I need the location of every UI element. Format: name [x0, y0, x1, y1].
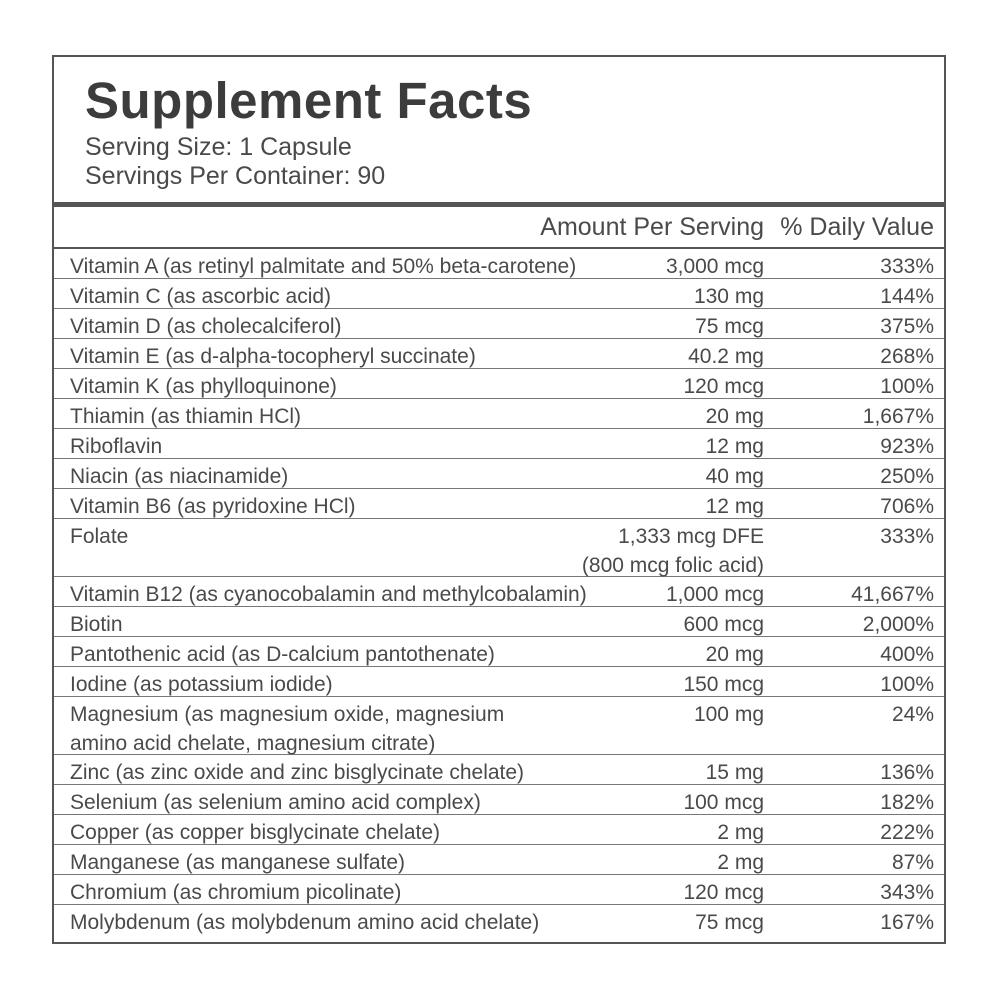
nutrient-name: [70, 522, 128, 551]
nutrient-name: [70, 342, 476, 371]
daily-value: 136%: [880, 761, 934, 784]
daily-value-header: % Daily Value: [780, 213, 934, 241]
amount-per-serving: [706, 640, 764, 669]
table-row: [54, 667, 944, 697]
amount-line: 20 mg: [705, 643, 764, 666]
nutrient-name-line: amino acid chelate, magnesium citrate): [70, 732, 436, 755]
amount-line: (800 mcg folic acid): [581, 554, 764, 577]
nutrient-name: [70, 402, 301, 431]
daily-value: 41,667%: [851, 583, 934, 606]
nutrient-name-line: Thiamin (as thiamin HCl): [70, 405, 302, 428]
amount-per-serving: [717, 818, 764, 847]
amount-per-serving: [666, 252, 764, 281]
daily-value: 100%: [880, 375, 934, 398]
nutrient-name-line: Biotin: [70, 613, 123, 636]
amount-line: 75 mcg: [695, 911, 764, 934]
daily-value: 400%: [880, 643, 934, 666]
daily-value: 250%: [880, 465, 934, 488]
daily-value: 144%: [880, 285, 934, 308]
nutrient-name: [70, 372, 337, 401]
table-row: [54, 905, 944, 935]
amount-line: 1,000 mcg: [665, 583, 764, 606]
amount-per-serving: [706, 462, 764, 491]
table-row: [54, 369, 944, 399]
daily-value: 2,000%: [862, 613, 934, 636]
nutrient-name-line: Magnesium (as magnesium oxide, magnesium: [70, 703, 505, 726]
nutrient-name-line: Vitamin E (as d-alpha-tocopheryl succinate): [70, 345, 476, 368]
table-row: [54, 697, 944, 755]
nutrient-name-line: Zinc (as zinc oxide and zinc bisglycinate chelate): [70, 761, 525, 784]
amount-line: 12 mg: [705, 495, 764, 518]
amount-line: 100 mg: [693, 703, 764, 726]
amount-per-serving: [683, 610, 764, 639]
nutrient-name: [70, 878, 401, 907]
nutrient-name-line: Vitamin C (as ascorbic acid): [70, 285, 332, 308]
nutrient-name: [70, 700, 504, 758]
nutrient-name-line: Vitamin A (as retinyl palmitate and 50% beta-carotene): [70, 255, 577, 278]
daily-value: 268%: [880, 345, 934, 368]
table-row: [54, 755, 944, 785]
amount-line: 15 mg: [705, 761, 764, 784]
amount-per-serving: [694, 700, 764, 729]
daily-value: 706%: [880, 495, 934, 518]
amount-per-serving: [683, 372, 764, 401]
nutrient-name: [70, 492, 356, 521]
amount-per-serving: [582, 522, 764, 580]
nutrient-name: [70, 462, 288, 491]
nutrient-table: [54, 249, 944, 935]
table-row: [54, 607, 944, 637]
amount-per-serving: [706, 432, 764, 461]
daily-value: 222%: [880, 821, 934, 844]
nutrient-name-line: Vitamin B12 (as cyanocobalamin and methylcobalamin): [70, 583, 587, 606]
nutrient-name: [70, 312, 342, 341]
nutrient-name-line: Vitamin K (as phylloquinone): [70, 375, 337, 398]
nutrient-name: [70, 580, 587, 609]
daily-value: 333%: [880, 525, 934, 548]
table-row: [54, 429, 944, 459]
nutrient-name-line: Pantothenic acid (as D-calcium pantothenate): [70, 643, 495, 666]
table-row: [54, 875, 944, 905]
table-row: [54, 815, 944, 845]
amount-per-serving: [717, 848, 764, 877]
table-row: [54, 845, 944, 875]
amount-line: 130 mg: [693, 285, 764, 308]
table-row: [54, 489, 944, 519]
amount-per-serving: [683, 788, 764, 817]
nutrient-name: [70, 252, 576, 281]
table-row: [54, 785, 944, 815]
amount-per-serving: [683, 670, 764, 699]
table-row: [54, 339, 944, 369]
daily-value: 87%: [891, 851, 934, 874]
nutrient-name: [70, 788, 481, 817]
table-row: [54, 279, 944, 309]
nutrient-name-line: Riboflavin: [70, 435, 163, 458]
nutrient-name-line: Vitamin D (as cholecalciferol): [70, 315, 342, 338]
daily-value: 1,667%: [862, 405, 934, 428]
amount-per-serving: [688, 342, 764, 371]
amount-line: 20 mg: [705, 405, 764, 428]
amount-line: 75 mcg: [695, 315, 764, 338]
nutrient-name-line: Manganese (as manganese sulfate): [70, 851, 406, 874]
nutrient-name: [70, 848, 405, 877]
amount-line: 1,333 mcg DFE: [618, 525, 764, 548]
amount-per-serving: [706, 492, 764, 521]
nutrient-name-line: Copper (as copper bisglycinate chelate): [70, 821, 441, 844]
daily-value: 333%: [880, 255, 934, 278]
nutrient-name-line: Folate: [70, 525, 129, 548]
amount-line: 2 mg: [717, 851, 764, 874]
nutrient-name: [70, 282, 331, 311]
nutrient-name-line: Selenium (as selenium amino acid complex): [70, 791, 481, 814]
nutrient-name-line: Niacin (as niacinamide): [70, 465, 289, 488]
daily-value: 167%: [880, 911, 934, 934]
serving-info: [85, 133, 385, 191]
table-row: [54, 309, 944, 339]
nutrient-name: [70, 818, 440, 847]
amount-per-serving: [694, 282, 764, 311]
amount-line: 600 mcg: [683, 613, 764, 636]
serving-size: Serving Size: 1 Capsule: [85, 133, 352, 161]
nutrient-name: [70, 670, 333, 699]
column-header-row: [54, 207, 944, 247]
table-row: [54, 519, 944, 577]
amount-line: 12 mg: [705, 435, 764, 458]
daily-value: 343%: [880, 881, 934, 904]
amount-per-serving: [695, 312, 764, 341]
daily-value: 24%: [891, 703, 934, 726]
amount-line: 120 mcg: [683, 375, 764, 398]
panel-title: Supplement Facts: [85, 72, 533, 129]
table-row: [54, 249, 944, 279]
amount-line: 100 mcg: [683, 791, 764, 814]
servings-per-container: Servings Per Container: 90: [85, 162, 386, 190]
nutrient-name: [70, 908, 539, 937]
daily-value: 923%: [880, 435, 934, 458]
amount-per-serving-header: Amount Per Serving: [540, 213, 764, 241]
daily-value: 375%: [880, 315, 934, 338]
nutrient-name-line: Iodine (as potassium iodide): [70, 673, 333, 696]
table-row: [54, 399, 944, 429]
amount-line: 40.2 mg: [688, 345, 764, 368]
daily-value: 100%: [880, 673, 934, 696]
supplement-facts-panel: [52, 55, 946, 944]
amount-line: 2 mg: [717, 821, 764, 844]
table-row: [54, 577, 944, 607]
amount-per-serving: [706, 758, 764, 787]
nutrient-name: [70, 432, 162, 461]
amount-line: 3,000 mcg: [665, 255, 764, 278]
nutrient-name: [70, 758, 524, 787]
amount-line: 120 mcg: [683, 881, 764, 904]
daily-value: 182%: [880, 791, 934, 814]
amount-per-serving: [695, 908, 764, 937]
table-row: [54, 459, 944, 489]
nutrient-name: [70, 610, 123, 639]
amount-per-serving: [706, 402, 764, 431]
table-row: [54, 637, 944, 667]
amount-per-serving: [683, 878, 764, 907]
amount-line: 150 mcg: [683, 673, 764, 696]
nutrient-name: [70, 640, 495, 669]
nutrient-name-line: Molybdenum (as molybdenum amino acid chelate): [70, 911, 540, 934]
amount-line: 40 mg: [705, 465, 764, 488]
amount-per-serving: [666, 580, 764, 609]
nutrient-name-line: Vitamin B6 (as pyridoxine HCl): [70, 495, 356, 518]
nutrient-name-line: Chromium (as chromium picolinate): [70, 881, 402, 904]
